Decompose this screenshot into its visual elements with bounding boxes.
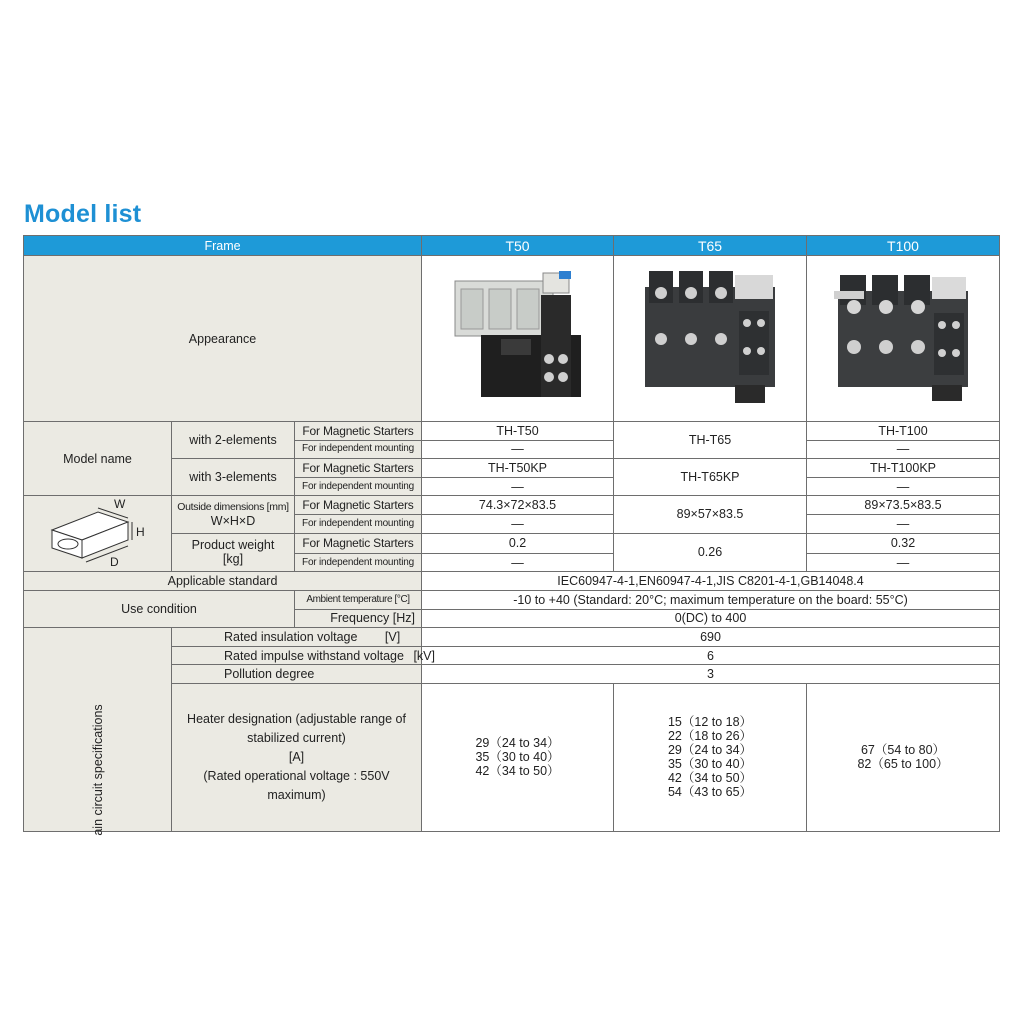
frequency-label: Frequency [Hz]: [295, 609, 422, 628]
list-item: 35（30 to 40）: [475, 750, 560, 765]
main-circuit-label-text: ain circuit specifications: [90, 704, 105, 836]
t100-relay-icon: [828, 267, 978, 407]
insulation-unit: [V]: [384, 629, 401, 644]
model-2el-mag-row: [24, 422, 1000, 441]
impulse-value: 6: [422, 646, 1000, 665]
header-frame: Frame: [24, 236, 422, 256]
insulation-row: [24, 628, 1000, 647]
t50-weight-ind: —: [422, 553, 614, 572]
t50-dims-ind: —: [422, 514, 614, 533]
header-row: [24, 236, 1000, 256]
for-magnetic-label: For Magnetic Starters: [295, 422, 422, 441]
t65-3el-model: TH-T65KP: [614, 459, 807, 496]
dims-mag-row: [24, 496, 1000, 515]
heater-label-cell: [172, 683, 422, 831]
t50-3el-ind: —: [422, 477, 614, 496]
t65-weight: 0.26: [614, 533, 807, 572]
use-condition-label: Use condition: [24, 590, 295, 627]
t65-heater-list: [614, 683, 807, 831]
t100-dims-ind: —: [807, 514, 1000, 533]
t100-3el-ind: —: [807, 477, 1000, 496]
appearance-label: Appearance: [24, 256, 422, 422]
list-item: 29（24 to 34）: [667, 743, 753, 758]
with-3-elements-label: with 3-elements: [172, 459, 295, 496]
t50-relay-icon: [443, 267, 593, 407]
product-weight-label: Product weight: [191, 538, 275, 553]
list-item: 42（34 to 50）: [667, 771, 753, 786]
t50-2el-model: TH-T50: [422, 422, 614, 441]
product-weight-unit: [kg]: [222, 552, 244, 567]
diagram-h-label: H: [135, 525, 145, 540]
t100-weight: 0.32: [807, 533, 1000, 553]
t100-product-image: [807, 256, 1000, 422]
for-independent-label: For independent mounting: [295, 477, 422, 496]
header-t100: T100: [807, 236, 1000, 256]
heater-label-1: Heater designation (adjustable range of stabilized current): [187, 711, 406, 745]
for-magnetic-label: For Magnetic Starters: [295, 533, 422, 553]
model-name-label: Model name: [24, 422, 172, 496]
model-list-table: [23, 235, 1000, 836]
t100-2el-ind: —: [807, 440, 1000, 459]
ambient-temperature-label: Ambient temperature [°C]: [295, 590, 422, 609]
t65-2el-model: TH-T65: [614, 422, 807, 459]
ambient-temperature-value: -10 to +40 (Standard: 20°C; maximum temperature on the board: 55°C): [422, 590, 1000, 609]
whd-label: W×H×D: [210, 514, 256, 529]
impulse-label-cell: [172, 646, 435, 665]
standard-row: [24, 572, 1000, 591]
list-item: 35（30 to 40）: [667, 757, 753, 772]
impulse-label: Rated impulse withstand voltage: [224, 648, 404, 663]
insulation-label: Rated insulation voltage: [224, 629, 358, 644]
list-item: 54（43 to 65）: [667, 785, 753, 800]
outside-dimensions-label: Outside dimensions [mm]: [177, 501, 289, 514]
diagram-w-label: W: [113, 497, 125, 512]
page-title: Model list: [24, 200, 142, 228]
pollution-label: Pollution degree: [172, 665, 422, 684]
product-weight-cell: [172, 533, 295, 572]
list-item: 15（12 to 18）: [667, 715, 753, 730]
list-item: 22（18 to 26）: [667, 729, 753, 744]
t100-3el-model: TH-T100KP: [807, 459, 1000, 478]
box-dimension-icon: [28, 496, 168, 568]
for-independent-label: For independent mounting: [295, 440, 422, 459]
t100-2el-model: TH-T100: [807, 422, 1000, 441]
list-item: 67（54 to 80）: [860, 743, 946, 758]
t50-2el-ind: —: [422, 440, 614, 459]
t50-product-image: [422, 256, 614, 422]
list-item: 42（34 to 50）: [475, 764, 560, 779]
header-t65: T65: [614, 236, 807, 256]
with-2-elements-label: with 2-elements: [172, 422, 295, 459]
t100-weight-ind: —: [807, 553, 1000, 572]
t65-product-image: [614, 256, 807, 422]
t65-relay-icon: [635, 267, 785, 407]
for-independent-label: For independent mounting: [295, 514, 422, 533]
t65-dims: 89×57×83.5: [614, 496, 807, 533]
t100-dims: 89×73.5×83.5: [807, 496, 1000, 515]
heater-label-3: (Rated operational voltage : 550V maximum): [203, 768, 390, 802]
ambient-row: [24, 590, 1000, 609]
heater-label-2: [A]: [288, 749, 305, 764]
dimension-diagram: [24, 496, 172, 572]
list-item: 29（24 to 34）: [475, 736, 560, 751]
frequency-value: 0(DC) to 400: [422, 609, 1000, 628]
for-magnetic-label: For Magnetic Starters: [295, 459, 422, 478]
header-t50: T50: [422, 236, 614, 256]
t50-heater-list: [422, 683, 614, 831]
pollution-value: 3: [422, 665, 1000, 684]
t50-3el-model: TH-T50KP: [422, 459, 614, 478]
outside-dimensions-cell: [172, 496, 295, 533]
impulse-unit: [kV]: [413, 648, 435, 663]
main-circuit-vertical-label: [24, 628, 172, 836]
insulation-value: 690: [422, 628, 1000, 647]
t50-dims: 74.3×72×83.5: [422, 496, 614, 515]
applicable-standard-value: IEC60947-4-1,EN60947-4-1,JIS C8201-4-1,GB14048.4: [422, 572, 1000, 591]
list-item: 82（65 to 100）: [857, 757, 949, 772]
diagram-d-label: D: [109, 555, 119, 570]
for-independent-label: For independent mounting: [295, 553, 422, 572]
t100-heater-list: [807, 683, 1000, 831]
applicable-standard-label: Applicable standard: [24, 572, 422, 591]
for-magnetic-label: For Magnetic Starters: [295, 496, 422, 515]
t50-weight: 0.2: [422, 533, 614, 553]
appearance-row: [24, 256, 1000, 422]
insulation-label-cell: [172, 628, 422, 647]
